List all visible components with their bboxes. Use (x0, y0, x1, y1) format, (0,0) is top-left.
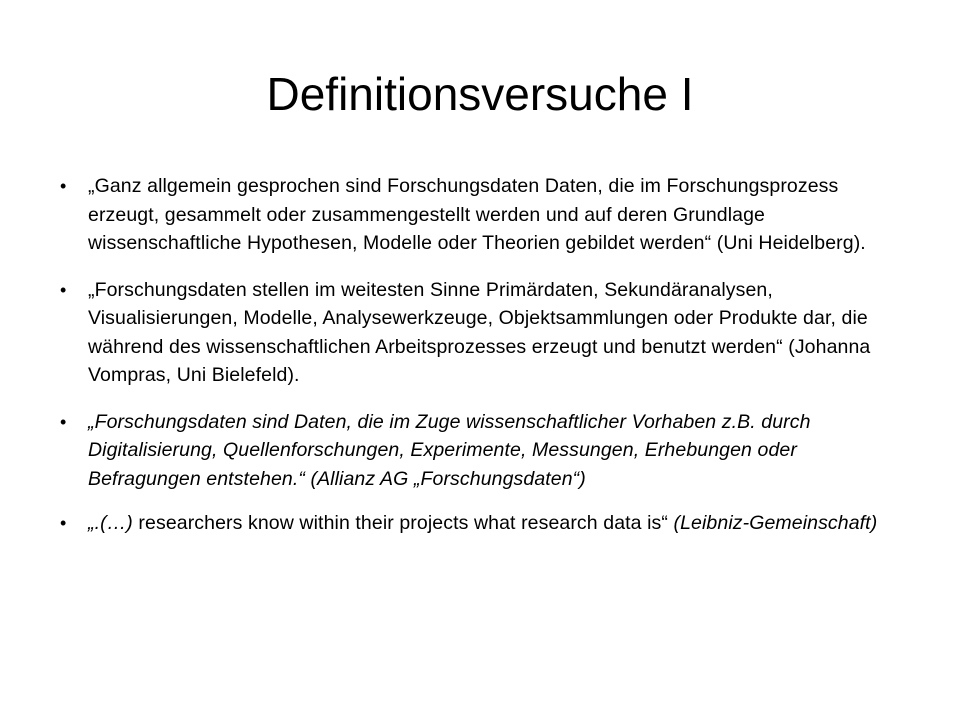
bullet-text-4-source: (Leibniz-Gemeinschaft) (673, 512, 878, 534)
bullet-text-4 (88, 512, 877, 534)
bullet-icon: • (60, 513, 67, 533)
bullet-item-1 (56, 172, 902, 258)
bullet-text-3: „Forschungsdaten sind Daten, die im Zuge wissenschaftlicher Vorhaben z.B. durch Digitalisierung, Quellenforschungen, Experimente, Messungen, Erhebungen oder Befragungen entstehen.“ (Allianz AG „Forschungsdaten“) (88, 410, 811, 490)
bullet-icon: • (60, 176, 67, 196)
bullet-item-3 (56, 408, 902, 494)
bullet-text-4-body: researchers know within their projects what research data is“ (132, 512, 674, 534)
bullet-icon: • (60, 411, 67, 432)
bullet-text-4-quote-start: „.(…) (88, 512, 133, 534)
bullet-icon: • (60, 279, 67, 300)
bullet-text-2: „Forschungsdaten stellen im weitesten Sinne Primärdaten, Sekundäranalysen, Visualisierungen, Modelle, Analysewerkzeuge, Objektsammlungen oder Produkte dar, die während des wissenschaftlichen Arbeitsprozesses erzeugt und benutzt werden“ (Johanna Vompras, Uni Bielefeld). (88, 278, 871, 386)
slide-title: Definitionsversuche I (266, 68, 694, 120)
bullet-list (56, 172, 902, 556)
bullet-item-4 (56, 509, 902, 538)
bullet-item-2 (56, 276, 902, 390)
bullet-text-1: „Ganz allgemein gesprochen sind Forschungsdaten Daten, die im Forschungsprozess erzeugt, gesammelt oder zusammengestellt werden und auf deren Grundlage wissenschaftliche Hypothesen, Modelle oder Theorien gebildet werden“ (Uni Heidelberg). (88, 175, 866, 254)
